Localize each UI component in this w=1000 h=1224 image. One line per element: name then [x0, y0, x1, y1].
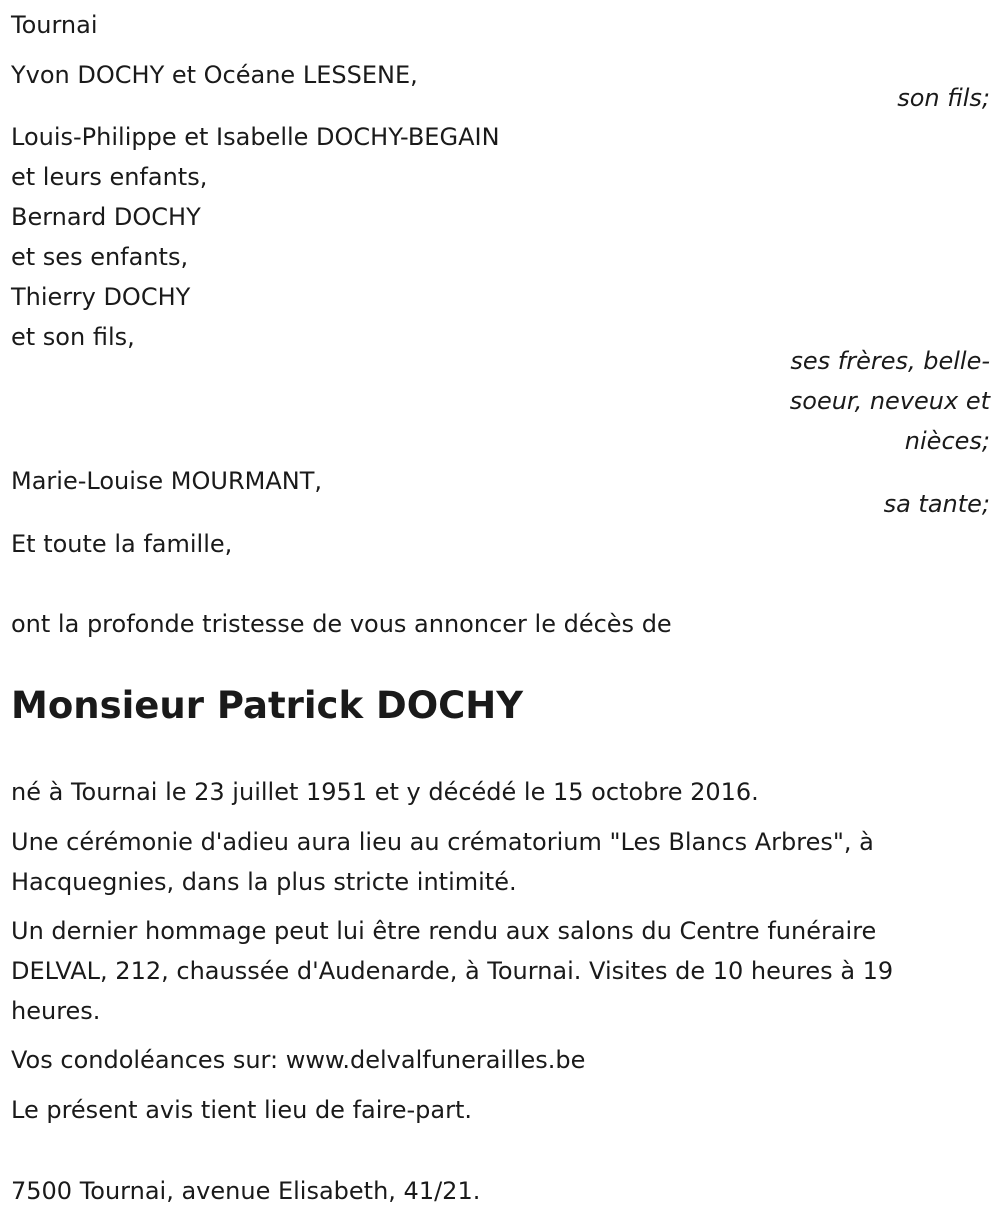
relation-siblings-line-1: ses frères, belle-	[790, 347, 990, 375]
condolences: Vos condoléances sur: www.delvalfunerailles.be	[11, 1046, 586, 1074]
family-line-son-of-brother: et son fils,	[11, 323, 135, 351]
family-line-children-2: et ses enfants,	[11, 243, 189, 271]
family-line-brother-1: Louis-Philippe et Isabelle DOCHY-BEGAIN	[11, 123, 500, 151]
location: Tournai	[11, 11, 98, 39]
relation-siblings-line-3: nièces;	[904, 427, 990, 455]
homage-line-3: heures.	[11, 997, 101, 1025]
notice: Le présent avis tient lieu de faire-part.	[11, 1096, 473, 1124]
homage-line-2: DELVAL, 212, chaussée d'Audenarde, à Tournai. Visites de 10 heures à 19	[11, 957, 894, 985]
address: 7500 Tournai, avenue Elisabeth, 41/21.	[11, 1177, 481, 1205]
relation-aunt: sa tante;	[883, 490, 990, 518]
family-line-son: Yvon DOCHY et Océane LESSENE,	[11, 61, 418, 89]
relation-son: son fils;	[897, 84, 990, 112]
announcement: ont la profonde tristesse de vous annoncer le décès de	[11, 610, 672, 638]
family-line-brother-3: Thierry DOCHY	[11, 283, 191, 311]
ceremony-line-1: Une cérémonie d'adieu aura lieu au crématorium "Les Blancs Arbres", à	[11, 828, 874, 856]
ceremony-line-2: Hacquegnies, dans la plus stricte intimité.	[11, 868, 517, 896]
deceased-name: Monsieur Patrick DOCHY	[11, 684, 524, 727]
family-line-aunt: Marie-Louise MOURMANT,	[11, 467, 322, 495]
birth-death: né à Tournai le 23 juillet 1951 et y décédé le 15 octobre 2016.	[11, 778, 759, 806]
family-line-all: Et toute la famille,	[11, 530, 233, 558]
homage-line-1: Un dernier hommage peut lui être rendu aux salons du Centre funéraire	[11, 917, 877, 945]
family-line-brother-2: Bernard DOCHY	[11, 203, 201, 231]
family-line-children-1: et leurs enfants,	[11, 163, 208, 191]
relation-siblings-line-2: soeur, neveux et	[789, 387, 990, 415]
